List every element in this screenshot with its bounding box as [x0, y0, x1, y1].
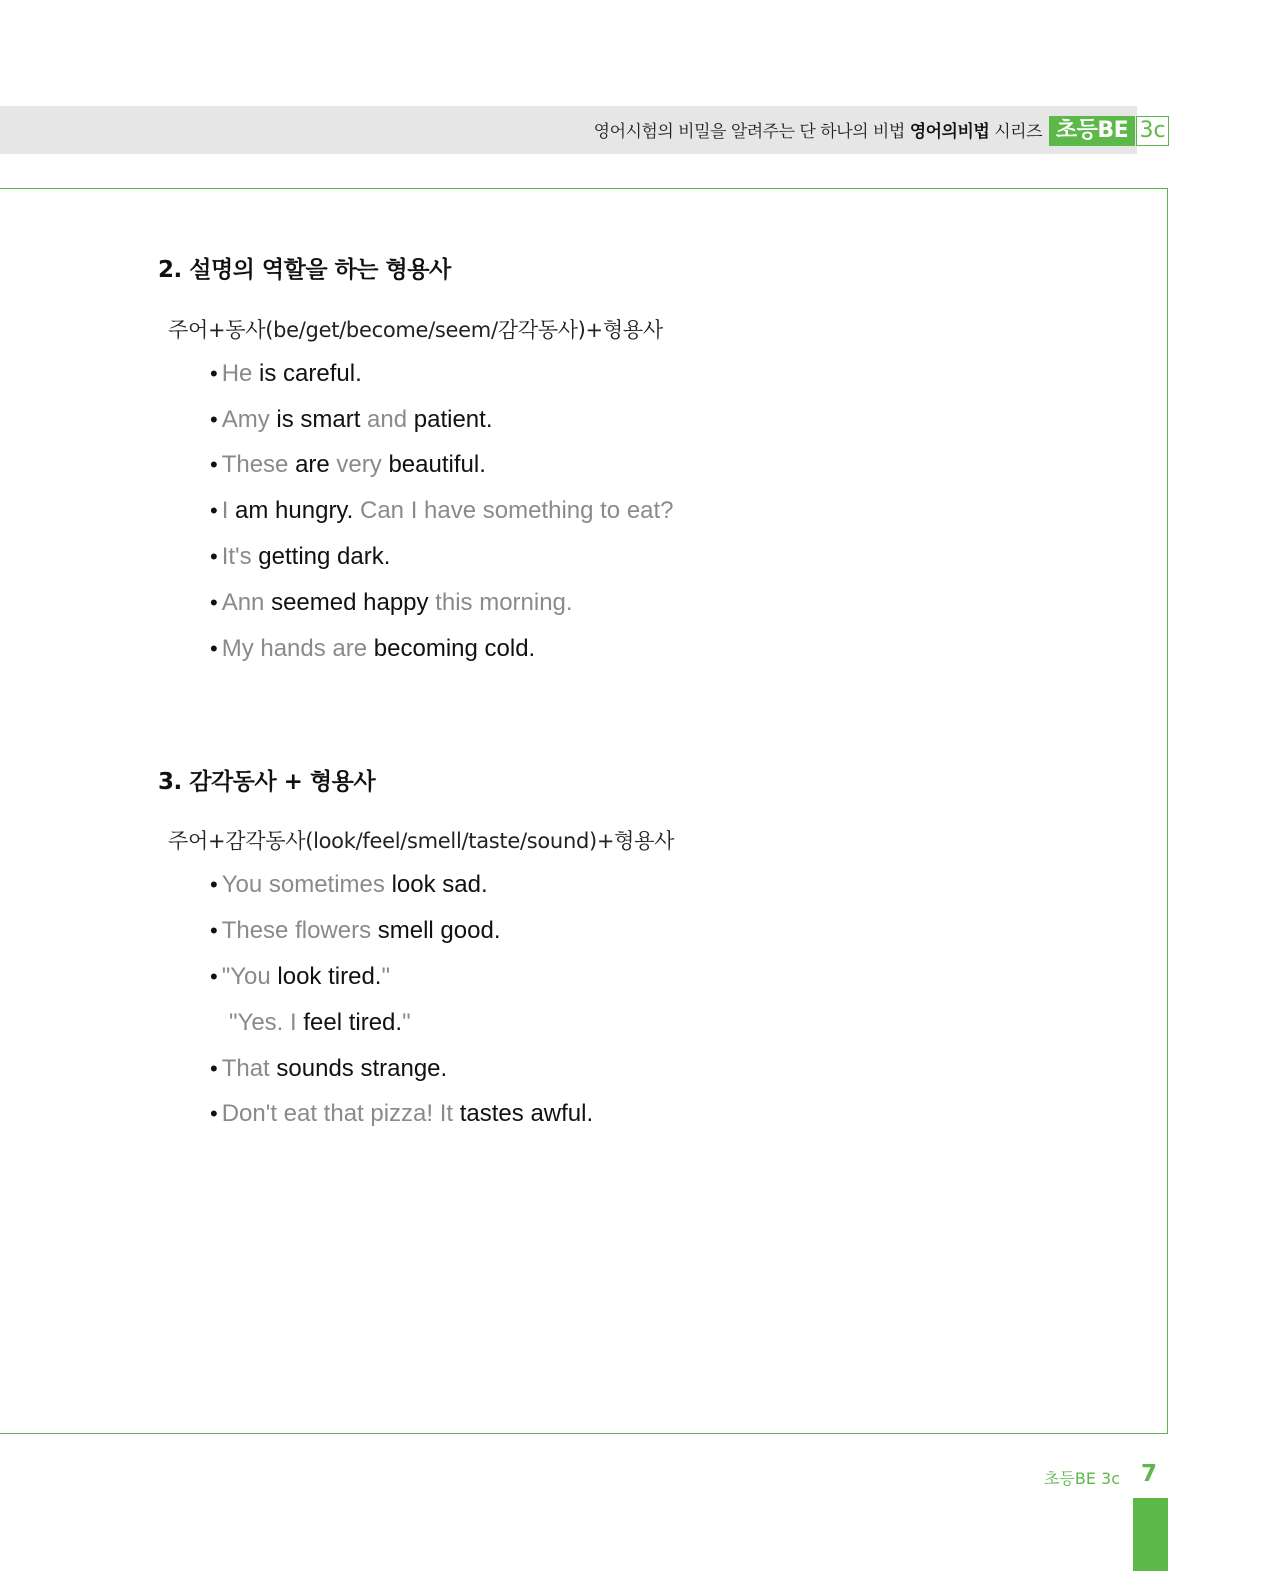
header-tagline: [560, 117, 1042, 142]
example-item-continued: "Yes. I feel tired.": [229, 1009, 411, 1036]
bullet-icon: •: [210, 361, 218, 386]
section-2-title: 2. 설명의 역할을 하는 형용사: [158, 257, 451, 283]
section-3-pattern: 주어+감각동사(look/feel/smell/taste/sound)+형용사: [168, 829, 675, 853]
content-frame: [0, 188, 1168, 1434]
bullet-icon: •: [210, 498, 218, 523]
example-item: • You sometimes look sad.: [210, 871, 488, 898]
bullet-icon: •: [210, 407, 218, 432]
bullet-icon: •: [210, 636, 218, 661]
example-item: • My hands are becoming cold.: [210, 635, 536, 662]
bullet-icon: •: [210, 544, 218, 569]
level-badge: 3c: [1136, 116, 1169, 146]
example-item: • Ann seemed happy this morning.: [210, 589, 573, 616]
page-tab-marker: [1133, 1498, 1168, 1571]
page-number: 7: [1140, 1461, 1157, 1487]
series-badge: 초등BE: [1049, 116, 1135, 146]
example-item: • That sounds strange.: [210, 1055, 448, 1082]
bullet-icon: •: [210, 918, 218, 943]
brand-text: 영어의비법: [909, 122, 990, 142]
example-item: • He is careful.: [210, 360, 362, 387]
example-item: • "You look tired.": [210, 963, 390, 990]
bullet-icon: •: [210, 964, 218, 989]
example-item: • These flowers smell good.: [210, 917, 501, 944]
footer-series-label: 초등BE 3c: [1043, 1469, 1120, 1488]
example-item: • It's getting dark.: [210, 543, 391, 570]
example-item: • I am hungry. Can I have something to eat?: [210, 497, 674, 524]
bullet-icon: •: [210, 1056, 218, 1081]
example-item: • Don't eat that pizza! It tastes awful.: [210, 1100, 594, 1127]
tagline-text: 영어시험의 비밀을 알려주는 단 하나의 비법: [593, 122, 905, 142]
example-item: • These are very beautiful.: [210, 451, 486, 478]
series-text: 시리즈: [994, 122, 1042, 142]
bullet-icon: •: [210, 872, 218, 897]
section-3-title: 3. 감각동사 + 형용사: [158, 769, 376, 795]
bullet-icon: •: [210, 452, 218, 477]
example-item: • Amy is smart and patient.: [210, 406, 493, 433]
bullet-icon: •: [210, 1101, 218, 1126]
section-2-pattern: 주어+동사(be/get/become/seem/감각동사)+형용사: [168, 318, 663, 342]
bullet-icon: •: [210, 590, 218, 615]
